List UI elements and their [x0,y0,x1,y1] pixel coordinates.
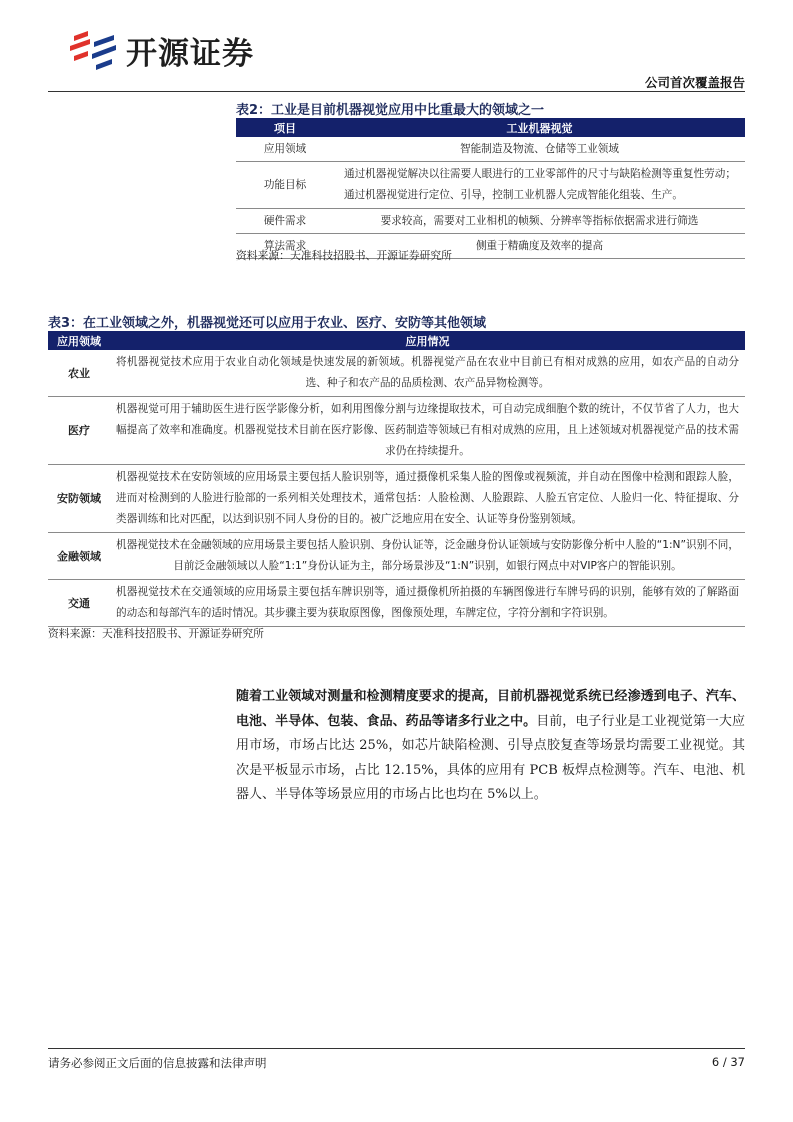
table3-desc: 机器视觉技术在交通领域的应用场景主要包括车牌识别等，通过摄像机所拍摄的车辆图像进行车牌号码的识别，能够有效的了解路面的动态和每部汽车的适时情况。其步骤主要为获取原图像，图像预处理，车牌定位，字符分割和字符识别。 [110,580,745,627]
table-row [236,137,745,162]
table3-field: 农业 [48,350,110,397]
table3-field: 安防领域 [48,465,110,533]
footer-divider [48,1048,745,1049]
table3 [48,331,745,627]
table-row [48,580,745,627]
table2-title: 表2：工业是目前机器视觉应用中比重最大的领域之一 [236,103,545,118]
table3-field: 医疗 [48,397,110,465]
table2-item: 算法需求 [236,234,334,259]
table2-header-industrial: 工业机器视觉 [334,118,745,137]
table2-item: 应用领域 [236,137,334,162]
table3-field: 金融领域 [48,533,110,580]
brand-name: 开源证券 [126,35,254,72]
table2-value: 要求较高，需要对工业相机的帧频、分辨率等指标依据需求进行筛选 [334,209,745,234]
body-lead-bold: 随着工业领域对测量和检测精度要求的提高，目前机器视觉系统已经渗透到电子、汽车、电池、半导体、包装、食品、药品等诸多行业之中。 [236,689,745,729]
table2-source: 资料来源：天准科技招股书、开源证券研究所 [236,249,452,262]
body-paragraph [236,685,745,808]
table3-header-desc: 应用情况 [110,331,745,350]
table2-value: 通过机器视觉解决以往需要人眼进行的工业零部件的尺寸与缺陷检测等重复性劳动；通过机器视觉进行定位、引导，控制工业机器人完成智能化组装、生产。 [334,162,745,209]
table2-value: 智能制造及物流、仓储等工业领域 [334,137,745,162]
table2-value: 侧重于精确度及效率的提高 [334,234,745,259]
table-row [236,209,745,234]
table-row [48,465,745,533]
table3-source: 资料来源：天准科技招股书、开源证券研究所 [48,627,264,640]
table2-header-item: 项目 [236,118,334,137]
table-row [48,397,745,465]
table3-field: 交通 [48,580,110,627]
footer-disclaimer: 请务必参阅正文后面的信息披露和法律声明 [48,1056,267,1070]
table3-desc: 机器视觉技术在安防领域的应用场景主要包括人脸识别等，通过摄像机采集人脸的图像或视频流，并自动在图像中检测和跟踪人脸，进而对检测到的人脸进行脸部的一系列相关处理技术，通常包括：人脸检测、人脸跟踪、人脸五官定位、人脸归一化、特征提取、分类器训练和比对匹配，以达到识别不同人身份的目的。被广泛地应用在安全、认证等身份鉴别领域。 [110,465,745,533]
table2-item: 功能目标 [236,162,334,209]
brand-logo-icon [66,28,120,72]
table3-title: 表3：在工业领域之外，机器视觉还可以应用于农业、医疗、安防等其他领域 [48,316,487,331]
report-type-label: 公司首次覆盖报告 [644,75,745,90]
table3-header-field: 应用领域 [48,331,110,350]
table-row [48,533,745,580]
brand-logo [66,26,306,74]
table-row [236,162,745,209]
table2 [236,118,745,259]
table3-desc: 将机器视觉技术应用于农业自动化领域是快速发展的新领域。机器视觉产品在农业中目前已有相对成熟的应用，如农产品的自动分选、种子和农产品的品质检测、农产品异物检测等。 [110,350,745,397]
header-divider [48,91,745,92]
page-number: 6 / 37 [711,1055,745,1069]
table3-desc: 机器视觉可用于辅助医生进行医学影像分析，如利用图像分割与边缘提取技术，可自动完成细胞个数的统计，不仅节省了人力，也大幅提高了效率和准确度。机器视觉技术目前在医疗影像、医药制造等领域已有相对成熟的应用，且上述领域对机器视觉产品的技术需求仍在持续提升。 [110,397,745,465]
table2-item: 硬件需求 [236,209,334,234]
body-text: 目前，电子行业是工业视觉第一大应用市场，市场占比达 25%，如芯片缺陷检测、引导点胶复查等场景均需要工业视觉。其次是平板显示市场，占比 12.15%，具体的应用有 PCB 板焊点检测等。汽车、电池、机器人、半导体等场景应用的市场占比也均在 5%以上。 [236,713,745,802]
table3-desc: 机器视觉技术在金融领域的应用场景主要包括人脸识别、身份认证等，泛金融身份认证领域与安防影像分析中人脸的“1:N”识别不同，目前泛金融领域以人脸“1:1”身份认证为主，部分场景涉及“1:N”识别，如银行网点中对VIP客户的智能识别。 [110,533,745,580]
table-row [48,350,745,397]
